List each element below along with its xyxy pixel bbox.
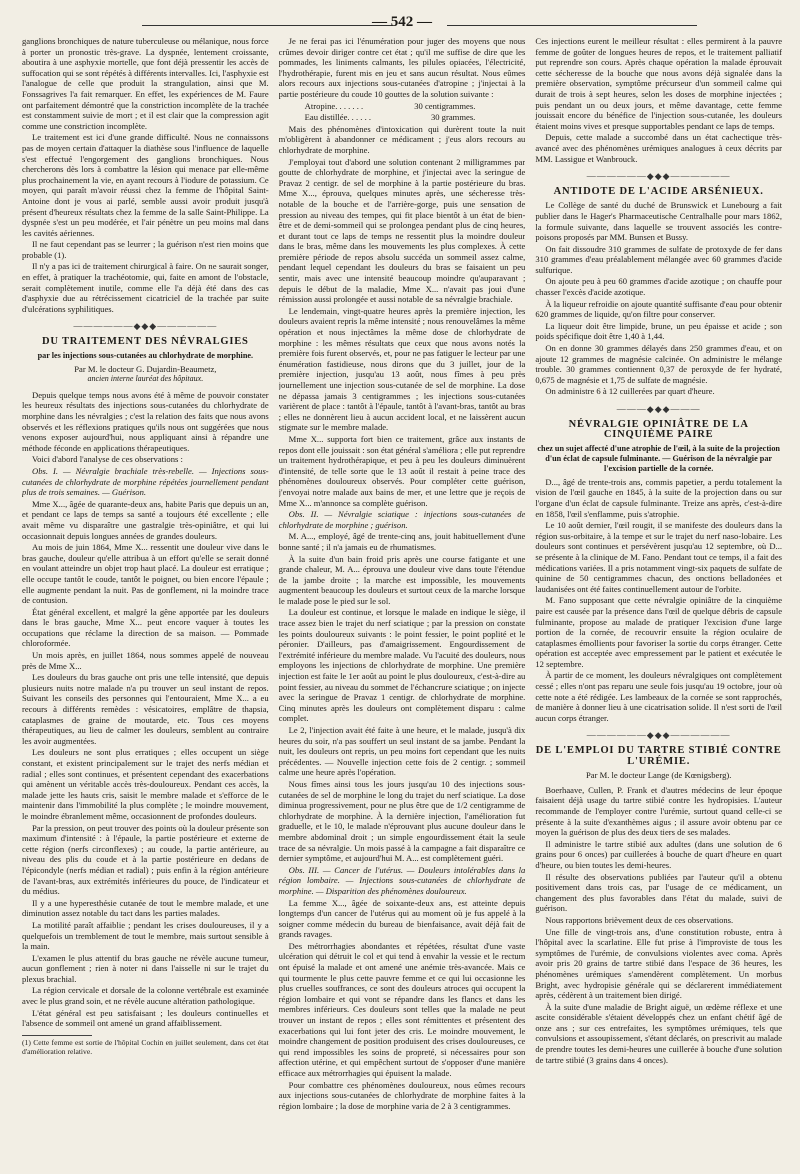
obs1-paragraph: L'état général est peu satisfaisant ; les douleurs continuelles et l'absence de sommeil ont amené un grand affaiblissement.	[22, 1007, 269, 1029]
page-number: — 542 —	[372, 14, 432, 30]
formula-ingredient: Atropine. . . . . . .	[304, 100, 364, 111]
obs3-paragraph: Pour combattre ces phénomènes douloureux, nous eûmes recours aux injections sous-cutanées de chlorhydrate de morphine faites à la région lombaire ; la dose de morphine varia de 2 à 3 centigrammes.	[278, 1079, 526, 1111]
formula-line	[279, 101, 526, 112]
section-divider: ——————◆◆◆——————	[586, 171, 731, 182]
middle-column	[279, 36, 526, 1164]
uremie-paragraph: Une fille de vingt-trois ans, d'une constitution robuste, entra à l'hôpital avec la scarlatine. Elle fut prise à l'improviste de tous les symptômes de l'urémie, de convulsions violentes avec coma. Après avoir pris 20 grains de tartre stibié dans l'espace de 36 heures, les phénomènes urémiques s'amendèrent complètement. Un morbus Bright, avec hydropisie générale qui se déclarerent immédiatement après, cédèrent à un traitement bien dirigé.	[535, 926, 783, 1001]
uremie-paragraph: Il administre le tartre stibié aux adultes (dans une solution de 6 grains pour 6 onces) par cuillerées à bouche de quart d'heure en quart d'heure, ou bien toutes les demi-heures.	[535, 838, 783, 870]
section-divider: ——————◆◆◆——————	[586, 730, 731, 741]
left-intro-paragraph: ganglions bronchiques de nature tuberculeuse ou mélanique, nous force à porter un pronostic très-grave. La dyspnée, lentement croissante, aboutira à une asphyxie mortelle, que font déjà pressentir les accès de suffocation qui se sont répétés à différents intervalles. Ici, l'asphyxie est l'analogue de celle que produit la strangulation, ainsi que M. Fonssagrives l'a fait remarquer. En effet, les expériences de M. Faure ont parfaitement démontré que la constriction incomplète de la trachée est constamment suivie de mort ; et il est clair que la compression agit comme une constriction incomplète.	[22, 36, 269, 131]
obs1-paragraph: Au mois de juin 1864, Mme X... ressentit une douleur vive dans le bras gauche, douleur qu'elle attribua à un effort qu'elle se serait donné en voulant atteindre un objet trop haut placé. La douleur est erratique ; elle occupe tantôt le coude, tantôt le poignet, ou bien encore l'épaule ; elle augmente pendant la nuit. Pas de gonflement, ni la moindre trace de contusion.	[22, 542, 269, 606]
page-header	[22, 0, 782, 36]
obs3-paragraph: La femme X..., âgée de soixante-deux ans, est atteinte depuis longtemps d'un cancer de l'utérus qui au moment où je fus appelé à la soigner comme médecin du bureau de bienfaisance, avait déjà fait de grands ravages.	[278, 897, 526, 940]
antidote-paragraph: Le Collège de santé du duché de Brunswick et Lunebourg a fait publier dans le Hager's Pharmaceutische Centralhalle pour mars 1862, la formule suivante, dans laquelle se trouvent associés les contre-poisons proposés par MM. Bunsen et Bussy.	[535, 200, 783, 243]
article-author: Par M. le docteur Lange (de Kœnigsberg).	[585, 770, 732, 781]
obs2-paragraph: À la suite d'un bain froid pris après une course fatigante et une grande chaleur, M. A... éprouva une douleur vive dans toute l'étendue de la jambe droite ; la marche est impossible, les mouvements augmentent beaucoup les douleurs et surtout ceux de la marche lorsque le malade pose le pied sur le sol.	[278, 553, 526, 606]
obs1-paragraph: L'examen le plus attentif du bras gauche ne révèle aucune tumeur, aucun gonflement ; rien à noter ni dans l'aisselle ni sur le trajet du plexus brachial.	[22, 952, 269, 984]
section-divider: ——————◆◆◆——————	[73, 321, 218, 332]
formula-dose: 30 grammes.	[430, 112, 476, 123]
section-divider: ———◆◆◆———	[616, 404, 701, 414]
uremie-paragraph: Nous rapportons brièvement deux de ces observations.	[545, 914, 734, 925]
antidote-paragraph: On administre 6 à 12 cuillerées par quart d'heure.	[545, 386, 715, 397]
case-paragraph: M. Fano supposant que cette névralgie opiniâtre de la cinquième paire est causée par la présence dans l'œil de quelque débris de capsule fulminante, propose au malade de pratiquer l'excision d'une large portion de la cornée, de recouvrir ensuite la région oculaire de cataplasmes émollients pour favoriser la sortie du corps étranger. Cette opération est acceptée avec empressement par le patient et exécutée le 12 septembre.	[535, 595, 783, 669]
obs1-paragraph: Il y a une hyperesthésie cutanée de tout le membre malade, et une diminution assez notable du tact dans les parties malades.	[22, 897, 269, 919]
obs1-paragraph: La motilité paraît affaiblie ; pendant les crises douloureuses, il y a quelquefois un tremblement de tout le membre, mais surtout sensible à la main.	[22, 919, 269, 952]
formula-ingredient: Eau distillée. . . . . .	[304, 112, 372, 123]
footnote-rule	[22, 1035, 92, 1036]
article-author-note: ancien interne lauréat des hôpitaux.	[87, 374, 204, 384]
header-rule-right	[447, 25, 697, 26]
case-paragraph: Le 10 août dernier, l'œil rougit, il se manifeste des douleurs dans la région sus-orbitaire, à la tempe et sur le trajet du nerf naso-lobaire. Les douleurs sont continues et persévèrent jusqu'au 12 septembre, où D... se présente à la clinique de M. Fano. Pendant tout ce temps, il a fait des médications variées. Il a pris notamment vingt-six paquets de sulfate de quinine de 50 centigrammes chacun, des onctions belladonées et laudanisées ont été faites continuellement autour de l'orbite.	[535, 520, 783, 594]
section-subtitle-nevralgies: par les injections sous-cutanées au chlorhydrate de morphine.	[37, 350, 254, 360]
observation-title-2: Obs. II. — Névralgie sciatique : injections sous-cutanées de chlorhydrate de morphine ; guérison.	[278, 509, 526, 530]
obs2-paragraph: M. A..., employé, âgé de trente-cinq ans, jouit habituellement d'une bonne santé ; il n'a jamais eu de rhumatismes.	[278, 531, 526, 552]
body-paragraph: Ces injections eurent le meilleur résultat : elles permirent à la pauvre femme de goûter de longues heures de repos, et le traitement palliatif put reprendre son cours. Après chaque opération la malade éprouvait cette sécheresse de la bouche que nous avons déjà signalée dans la première observation, symptôme précurseur d'un sommeil calme qui durait de trois à sept heures, selon les doses de morphine injectées ; puis pendant un ou deux jours, et même davantage, cette femme jouissait encore du bénéfice de l'injection sous-cutanée, les douleurs étaient moins vives et presque supportables pendant ce laps de temps.	[535, 36, 783, 131]
body-paragraph: Mme X... supporta fort bien ce traitement, grâce aux instants de repos dont elle jouissait : son état général s'améliora ; elle put reprendre un traitement hydrothérapique, et peu à peu les douleurs diminuèrent d'intensité, de telle sorte que le 13 août il restait à peine trace des phénomènes douloureux observés. Pour compléter cette guérison, j'envoyai notre malade aux bains de mer, et une lettre que je reçois de Mme X... m'annonce sa complète guérison.	[278, 433, 526, 508]
formula-line	[279, 112, 526, 123]
section-title-antidote: ANTIDOTE DE L'ACIDE ARSÉNIEUX.	[553, 185, 764, 197]
left-column	[22, 36, 269, 1164]
left-intro-paragraph: Le traitement est ici d'une grande difficulté. Nous ne connaissons pas de moyen certain d'attaquer la diathèse sous l'influence de laquelle s'est effectué l'engorgement des ganglions bronchiques. Nous chercherons dès lors à combattre la lésion qui menace par elle-même plus prochainement la vie, en ayant recours à l'iodure de potassium. Ce moyen, qui paraît m'avoir réussi chez la femme de l'hôpital Saint-Antoine dont je vous ai parlé, semble aussi avoir produit jusqu'à présent d'heureux résultats chez la femme de la salle Saint-Philippe. La dyspnée s'est un peu modérée, et l'air pénètre un peu moins mal dans les cavités aériennes.	[22, 132, 269, 238]
obs2-paragraph: Nous fîmes ainsi tous les jours jusqu'au 10 des injections sous-cutanées de sel de morphine le long du trajet du nerf sciatique. La dose diminua progressivement, pour ne plus être que de 1/2 centigramme de chlorhydrate de morphine. À la dernière injection, l'amélioration fut graduelle, et le 10, le malade n'éprouvant plus aucune douleur dans le membre abdominal droit ; un simple engourdissement était la seule trace de sa névralgie. Un mois passé à la campagne a fait disparaître ce dernier symptôme, et aujourd'hui M. A... est complètement guéri.	[278, 778, 526, 864]
formula-dose: 30 centigrammes.	[414, 100, 476, 111]
obs2-paragraph: Le 2, l'injection avait été faite à une heure, et le malade, jusqu'à dix heures du soir, n'a pas souffert un seul instant de sa jambe. Pendant la nuit, les douleurs ont repris, un peu moins fort cependant que les nuits précédentes. — Nouvelle injection cette fois de 2 centigr. ; sommeil calme une heure après l'opération.	[278, 725, 526, 778]
body-paragraph: Voici d'abord l'analyse de ces observations :	[32, 454, 183, 465]
obs2-paragraph: La douleur est continue, et lorsque le malade en indique le siège, il trace assez bien le trajet du nerf sciatique ; par la pression on constate les points douloureux suivants : le point fessier, le point poplité et le péronier. D'ailleurs, pas d'amaigrissement. Engourdissement de l'extrémité inférieure du membre malade. Vu l'acuité des douleurs, nous employons les injections de chlorhydrate de morphine. Une première injection est faite le 1er août au point le plus douloureux, c'est-à-dire au point fessier, au niveau du sommet de l'échancrure sciatique ; on injecte avec la seringue de Pravaz 1 centigr. de chlorhydrate de morphine. Cinq minutes après les douleurs ont complètement disparu : calme complet.	[278, 607, 526, 724]
observation-title-1: Obs. I. — Névralgie brachiale très-rebelle. — Injections sous-cutanées de chlorhydrate de morphine répétées journellement pendant plus de trois semaines. — Guérison.	[22, 465, 269, 498]
obs1-paragraph: Les douleurs ne sont plus erratiques ; elles occupent un siège constant, et existent principalement sur le trajet des nerfs médian et radial ; elles sont continues, et présentent cependant des exacerbations qui amènent un véritable accès très-douloureux. Pendant ces accès, la malade jette les hauts cris, saisit le membre malade et s'efforce de le maintenir dans l'immobilité la plus complète ; le moindre mouvement, le moindre ébranlement même, occasionnent de profondes douleurs.	[22, 747, 269, 821]
section-title-nevralgie-cinquieme-paire: NÉVRALGIE OPINIÂTRE DE LA CINQUIÈME PAIRE	[568, 418, 749, 441]
body-paragraph: Depuis quelque temps nous avons été à même de pouvoir constater les heureux résultats des injections sous-cutanées du chlorhydrate de morphine dans les névralgies ; c'est la relation des faits que nous avons observés et les réflexions pratiques qu'ils nous ont suggérées que nous venons exposer aujourd'hui, nous appliquant ainsi à répandre une méthode féconde en applications thérapeutiques.	[22, 389, 269, 453]
right-column	[535, 36, 782, 1164]
columns	[22, 36, 782, 1164]
uremie-paragraph: Il résulte des observations publiées par l'auteur qu'il a obtenu positivement dans trois cas, par l'usage de ce médicament, un changement des plus favorables dans l'état du malade, suivi de guérison.	[535, 871, 783, 914]
antidote-paragraph: La liqueur doit être limpide, brune, un peu épaisse et acide ; son poids spécifique doit être 1,40 à 1,44.	[535, 320, 783, 342]
obs1-paragraph: Mme X..., âgée de quarante-deux ans, habite Paris que depuis un an, et pendant ce laps de temps sa santé a toujours été excellente ; elle avait même vu disparaître une gastralgie très-opiniâtre, et qui lui occasionnait depuis longues années de grandes douleurs.	[22, 498, 269, 541]
uremie-paragraph: À la suite d'une maladie de Bright aiguë, un œdème réflexe et une ascite considérable s'étaient développés chez un enfant chétif âgé de onze ans ; sur ces entrefaites, les symptômes urémiques, tels que convulsions et assoupissement, s'étant déclarés, on prescrivit au malade de prendre toutes les demi-heures une cuillerée à bouche d'une solution de tartre stibié (3 grains dans 4 onces).	[535, 1001, 783, 1065]
obs1-paragraph: La région cervicale et dorsale de la colonne vertébrale est examinée avec le plus grand soin, et ne révèle aucune altération pathologique.	[22, 985, 269, 1007]
antidote-paragraph: On ajoute peu à peu 60 grammes d'acide azotique ; on chauffe pour chasser l'excès d'acide azotique.	[535, 276, 783, 298]
footnote: (1) Cette femme est sortie de l'hôpital Cochin en juillet seulement, dans cet état d'amélioration relative.	[22, 1037, 269, 1057]
section-title-nevralgies: DU TRAITEMENT DES NÉVRALGIES	[41, 336, 249, 348]
body-paragraph: Depuis, cette malade a succombé dans un état cachectique très-avancé avec des phénomènes urémiques analogues à ceux décrits par MM. Lassigue et Wanbrouck.	[535, 132, 783, 164]
section-title-tartre-stibie: DE L'EMPLOI DU TARTRE STIBIÉ CONTRE L'URÉMIE.	[535, 745, 782, 767]
body-paragraph: Le lendemain, vingt-quatre heures après la première injection, les douleurs avaient repris la même intensité ; nous renouvelâmes la même opération et nous injectâmes la même dose de chlorhydrate de morphine : les mêmes résultats que ceux que nous avons notés la première fois furent observés, et, pour ne pas fatiguer le lecteur par une énumération fastidieuse, nous dirons que du 3 juillet, jour de la première injection, jusqu'au 13 août, nous fîmes à peu près journellement une injection sous-cutanée de sel de morphine. La dose ne dépassa jamais 3 centigrammes ; les injections sous-cutanées varièrent de place : tantôt à l'épaule, tantôt à l'avant-bras, tantôt au bras ; elles ne donnèrent lieu à aucun accident local, et ne laissèrent aucun stigmate sur le membre malade.	[278, 305, 526, 433]
left-intro-paragraph: Il n'y a pas ici de traitement chirurgical à faire. On ne saurait songer, en effet, à pratiquer la trachéotomie, qui, faite en amont de l'obstacle, serait complètement inutile, comme elle l'a déjà été dans des cas d'asphyxie due au rétrécissement cicatriciel de la trachée par suite d'ulcérations syphilitiques.	[22, 261, 269, 314]
obs3-paragraph: Des métrorrhagies abondantes et répétées, résultat d'une vaste ulcération qui détruit le col et qui tend à envahir la vessie et le rectum ont épuisé la malade et ont amené une anémie très-avancée. Mais ce qui tourmente le plus cette pauvre femme et ce qui lui occasionne les plus cruelles souffrances, ce sont des douleurs atroces qui occupent la région lombaire et qui vont se répandre dans les flancs et dans les membres inférieurs. Ces douleurs sont telles que la malade ne peut trouver un instant de repos ; elles sont rémittentes et présentent des exacerbations qui lui font jeter des cris. Le moindre mouvement, le moindre changement de position produisent des crises douloureuses, ce qui rend impossibles les soins de propreté, si nécessaires pour son affection utérine, et qui empêchent surtout de s'opposer d'une manière efficace aux métrorrhagies qui épuisent la malade.	[278, 940, 526, 1078]
obs1-paragraph: Par la pression, on peut trouver des points où la douleur présente son maximum d'intensité : à l'épaule, la partie postérieure et externe de cette région (nerfs circonflexes) ; au coude, la partie antérieure, au niveau des plis du coude et à la partie postérieure en dedans de l'épicondyle (nerfs médian et radial) ; puis enfin à la région antérieure de l'avant-bras, aux extrémités inférieures du pouce, de l'indicateur et du médius.	[22, 822, 269, 897]
body-paragraph: J'employai tout d'abord une solution contenant 2 milligrammes par goutte de chlorhydrate de morphine, et j'injectai avec la seringue de Pravaz 2 centigr. de sel de morphine à la partie postérieure du bras. Mme X..., éprouva, quelques minutes après, une sécheresse très-notable de la bouche et de l'arrière-gorge, puis une sensation de pression au niveau des tempes, qui fit place bientôt à un état de bien-être et de demi-sommeil qui se prolongea pendant plus de cinq heures, et durant tout ce laps de temps ne ressentit plus la moindre douleur dans le bras, même dans les mouvements les plus complexes. À cette première période de repos absolu succéda un sommeil assez calme, pendant lequel cependant les douleurs du bras se faisaient un peu sentir, mais avec une intensité beaucoup moindre qu'auparavant ; depuis le début de la maladie, Mme X... n'avait pas joui d'une rémission aussi prolongée et aussi notable de sa névralgie brachiale.	[278, 156, 526, 305]
obs1-paragraph: Un mois après, en juillet 1864, nous sommes appelé de nouveau près de Mme X...	[22, 650, 269, 671]
case-paragraph: À partir de ce moment, les douleurs névralgiques ont complètement cessé ; elles n'ont pas reparu une seule fois jusqu'au 19 octobre, jour où cette note a été rédigée. Les lambeaux de la cornée se sont rapprochés, de manière à donner lieu à une cicatrisation solide. Il n'est sorti de l'œil aucun corps étranger.	[535, 670, 783, 723]
obs1-paragraph: Les douleurs du bras gauche ont pris une telle intensité, que depuis plusieurs nuits notre malade n'a pu trouver un seul instant de repos. Suivant les conseils des personnes qui l'entouraient, Mme X... a eu recours à différents remèdes : vésicatoires, emplâtre de thapsia, cataplasmes de graine de moutarde, etc. Tous ces moyens thérapeutiques, au lieu de calmer les douleurs, semblent au contraire les avoir augmentées.	[22, 672, 269, 746]
article-author: Par M. le docteur G. Dujardin-Beaumetz,	[74, 363, 217, 374]
observation-title-3: Obs. III. — Cancer de l'utérus. — Douleurs intolérables dans la région lombaire. — Injections sous-cutanées de chlorhydrate de morphine. — Disparition des phénomènes douloureux.	[278, 864, 526, 896]
body-paragraph: Je ne ferai pas ici l'énumération pour juger des moyens que nous crûmes devoir diriger contre cet état ; qu'il me suffise de dire que les pommades, les liniments calmants, les pilules opiacées, l'électricité, l'hydrothérapie, furent mis en jeu et sans aucun résultat. Nous eûmes alors recours aux injections sous-cutanées d'atropine ; j'injectai à la partie postérieure du coude 10 gouttes de la solution suivante :	[278, 36, 526, 99]
antidote-paragraph: À la liqueur refroidie on ajoute quantité suffisante d'eau pour obtenir 620 grammes de liquide, qu'on filtre pour conserver.	[535, 298, 783, 320]
uremie-paragraph: Boerhaave, Cullen, P. Frank et d'autres médecins de leur époque faisaient déjà usage du tartre stibié contre les hydropisies. L'auteur recommande de l'employer contre l'urémie, surtout quand celle-ci se présente à la suite d'exanthèmes aigus ; il assure avoir obtenu par ce moyen la guérison de plus des deux tiers de ses malades.	[535, 784, 783, 838]
body-paragraph: Mais des phénomènes d'intoxication qui durèrent toute la nuit m'obligèrent à abandonner ce médicament ; j'eus alors recours au chlorhydrate de morphine.	[278, 123, 526, 155]
obs1-paragraph: État général excellent, et malgré la gêne apportée par les douleurs dans le bras gauche, Mme X... peut encore vaquer à toutes les occupations que réclame la direction de sa maison. — Pommade chloroformée.	[22, 606, 269, 649]
antidote-paragraph: On fait dissoudre 310 grammes de sulfate de protoxyde de fer dans 310 grammes d'eau préalablement mélangée avec 60 grammes d'acide sulfurique.	[535, 243, 783, 275]
case-paragraph: D..., âgé de trente-trois ans, commis papetier, a perdu totalement la vision de l'œil gauche en 1845, à la suite de la projection dans ou sur l'organe d'un éclat de capsule fulminante. Treize ans après, c'est-à-dire en 1858, l'œil s'enflamme, puis s'atrophie.	[535, 476, 783, 519]
antidote-paragraph: On en donne 30 grammes délayés dans 250 grammes d'eau, et on ajoute 12 grammes de magnésie calcinée. On administre le mélange trouble. 30 grammes contiennent 0,37 de peroxyde de fer hydraté, 0,675 de magnésie et 1,75 de sulfate de magnésie.	[535, 343, 783, 385]
section-subtitle-nevralgie-cinquieme-paire: chez un sujet affecté d'une atrophie de l'œil, à la suite de la projection d'un éclat de capsule fulminante. — Guérison de la névralgie par l'excision partielle de la cornée.	[537, 443, 780, 473]
left-intro-paragraph: Il ne faut cependant pas se leurrer ; la guérison n'est rien moins que probable (1).	[22, 239, 269, 260]
